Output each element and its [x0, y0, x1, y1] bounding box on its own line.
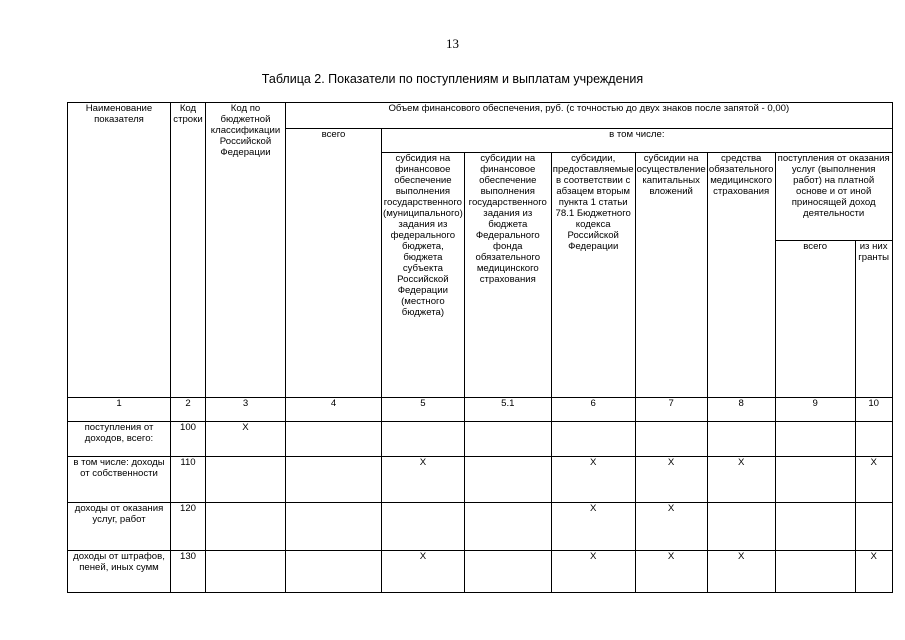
header-including: в том числе:: [382, 129, 893, 153]
row-name: доходы от штрафов, пеней, иных сумм: [68, 551, 171, 593]
row-budget-code: [206, 503, 286, 551]
header-subsidy-state-task: субсидия на финансовое обеспечение выполнения государственного (муниципального) задания из федерального бюджета, бюджета субъекта Российской Федерации (местного бюджета): [382, 153, 465, 398]
row-cell: [707, 503, 775, 551]
header-oms-funds: средства обязательного медицинского страхования: [707, 153, 775, 398]
row-code: 130: [171, 551, 206, 593]
column-number: 2: [171, 398, 206, 422]
column-number: 10: [855, 398, 892, 422]
column-number: 3: [206, 398, 286, 422]
header-subsidy-781: субсидии, предоставляемые в соответствии с абзацем вторым пункта 1 статьи 78.1 Бюджетного кодекса Российской Федерации: [551, 153, 635, 398]
row-cell: [855, 503, 892, 551]
row-cell: X: [382, 457, 465, 503]
row-cell: X: [382, 551, 465, 593]
table-row: [68, 457, 893, 503]
column-number: 6: [551, 398, 635, 422]
header-budget-code: Код по бюджетной классификации Российской Федерации: [206, 103, 286, 398]
column-number: 8: [707, 398, 775, 422]
row-cell: X: [635, 503, 707, 551]
page-number: 13: [446, 36, 459, 51]
row-budget-code: X: [206, 422, 286, 457]
row-code: 100: [171, 422, 206, 457]
row-cell: [464, 503, 551, 551]
header-volume: Объем финансового обеспечения, руб. (с точностью до двух знаков после запятой - 0,00): [286, 103, 893, 129]
row-cell: X: [635, 551, 707, 593]
row-cell: [551, 422, 635, 457]
row-cell: X: [707, 457, 775, 503]
row-cell: [286, 457, 382, 503]
header-paid-services: поступления от оказания услуг (выполнения работ) на платной основе и от иной приносящей доход деятельности: [775, 153, 892, 241]
row-cell: [775, 503, 855, 551]
table-row: [68, 422, 893, 457]
row-code: 110: [171, 457, 206, 503]
row-cell: X: [551, 457, 635, 503]
row-cell: [775, 422, 855, 457]
row-cell: X: [635, 457, 707, 503]
table-caption: Таблица 2. Показатели по поступлениям и выплатам учреждения: [261, 72, 644, 86]
column-number: 7: [635, 398, 707, 422]
header-subsidy-capital: субсидии на осуществление капитальных вложений: [635, 153, 707, 398]
header-paid-total: всего: [775, 241, 855, 398]
row-cell: [635, 422, 707, 457]
header-total: всего: [286, 129, 382, 398]
row-cell: [286, 503, 382, 551]
row-cell: [707, 422, 775, 457]
header-paid-grants: из них гранты: [855, 241, 892, 398]
column-number: 5: [382, 398, 465, 422]
row-cell: [464, 422, 551, 457]
row-code: 120: [171, 503, 206, 551]
row-cell: [464, 551, 551, 593]
column-number: 4: [286, 398, 382, 422]
row-cell: [855, 422, 892, 457]
row-cell: X: [707, 551, 775, 593]
row-cell: X: [855, 457, 892, 503]
row-name: в том числе: доходы от собственности: [68, 457, 171, 503]
row-cell: [775, 551, 855, 593]
row-budget-code: [206, 457, 286, 503]
row-cell: X: [855, 551, 892, 593]
row-cell: [286, 422, 382, 457]
row-budget-code: [206, 551, 286, 593]
row-cell: X: [551, 503, 635, 551]
header-line-code: Код строки: [171, 103, 206, 398]
table-row: [68, 551, 893, 593]
indicators-table: [67, 102, 893, 593]
row-cell: [775, 457, 855, 503]
row-cell: X: [551, 551, 635, 593]
row-cell: [382, 422, 465, 457]
table-row: [68, 503, 893, 551]
row-cell: [286, 551, 382, 593]
row-name: доходы от оказания услуг, работ: [68, 503, 171, 551]
column-number: 9: [775, 398, 855, 422]
header-subsidy-ffoms: субсидии на финансовое обеспечение выполнения государственного задания из бюджета Федерального фонда обязательного медицинского страхования: [464, 153, 551, 398]
row-name: поступления от доходов, всего:: [68, 422, 171, 457]
column-number: 1: [68, 398, 171, 422]
row-cell: [464, 457, 551, 503]
column-numbers-row: [68, 398, 893, 422]
column-number: 5.1: [464, 398, 551, 422]
row-cell: [382, 503, 465, 551]
header-name: Наименование показателя: [68, 103, 171, 398]
